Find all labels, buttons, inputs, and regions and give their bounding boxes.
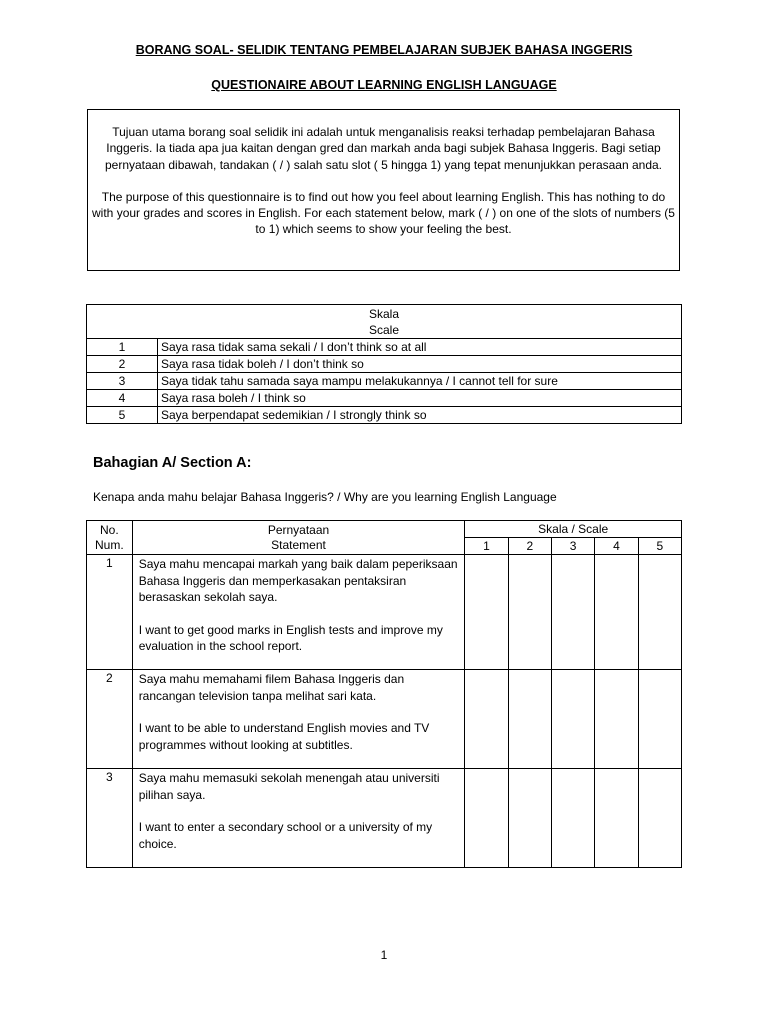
scale-header-english: Scale	[368, 322, 400, 337]
column-header-statement-en: Statement	[271, 537, 326, 552]
column-header-number	[87, 521, 133, 555]
statement-english: I want to get good marks in English tests and improve my evaluation in the school report.	[138, 622, 443, 653]
statement-text	[132, 769, 465, 868]
statement-row	[87, 769, 682, 868]
scale-header-malay: Skala	[368, 306, 400, 321]
page-number: 1	[380, 948, 388, 962]
statement-row	[87, 670, 682, 769]
scale-column-5: 5	[638, 538, 681, 555]
scale-description: Saya rasa tidak boleh / I don’t think so	[158, 356, 682, 373]
scale-description: Saya tidak tahu samada saya mampu melakukannya / I cannot tell for sure	[158, 373, 682, 390]
instructions-malay: Tujuan utama borang soal selidik ini adalah untuk menganalisis reaksi terhadap pembelajaran Bahasa Inggeris. Ia tiada apa jua kaitan dengan gred dan markah anda bagi subjek Bahasa Inggeris. Bagi setiap pernyataan dibawah, tandakan ( / ) salah satu slot ( 5 hingga 1) yang tepat menunjukkan perasaan anda.	[104, 125, 663, 172]
statement-malay: Saya mahu mencapai markah yang baik dalam peperiksaan Bahasa Inggeris dan memperkasakan pentaksiran berasaskan sekolah saya.	[138, 557, 458, 604]
rating-cell-5[interactable]	[638, 555, 681, 670]
statement-table	[86, 520, 682, 868]
statement-number: 1	[87, 555, 133, 670]
scale-description: Saya berpendapat sedemikian / I strongly think so	[158, 407, 682, 424]
rating-cell-3[interactable]	[551, 555, 594, 670]
scale-row	[87, 373, 682, 390]
rating-cell-1[interactable]	[465, 555, 508, 670]
instructions-english: The purpose of this questionnaire is to find out how you feel about learning English. This has nothing to do with your grades and scores in English. For each statement below, mark ( / ) on one of the slots of numbers (5 to 1) which seems to show your feeling the best.	[92, 189, 675, 237]
scale-header	[87, 305, 682, 339]
column-header-number-ms: No.	[100, 522, 119, 537]
statement-row	[87, 555, 682, 670]
title-english: QUESTIONAIRE ABOUT LEARNING ENGLISH LANGUAGE	[211, 78, 557, 92]
title-malay: BORANG SOAL- SELIDIK TENTANG PEMBELAJARAN SUBJEK BAHASA INGGERIS	[135, 43, 633, 57]
rating-cell-4[interactable]	[595, 555, 638, 670]
scale-legend-table	[86, 304, 682, 424]
column-header-number-en: Num.	[95, 537, 124, 552]
rating-cell-3[interactable]	[551, 769, 594, 868]
scale-number: 5	[87, 407, 158, 424]
scale-column-3: 3	[551, 538, 594, 555]
scale-row	[87, 407, 682, 424]
rating-cell-2[interactable]	[508, 555, 551, 670]
statement-number: 3	[87, 769, 133, 868]
scale-row	[87, 356, 682, 373]
scale-column-1: 1	[465, 538, 508, 555]
statement-text	[132, 555, 465, 670]
rating-cell-3[interactable]	[551, 670, 594, 769]
rating-cell-1[interactable]	[465, 769, 508, 868]
statement-text	[132, 670, 465, 769]
scale-number: 2	[87, 356, 158, 373]
column-header-statement	[132, 521, 465, 555]
scale-description: Saya rasa tidak sama sekali / I don’t think so at all	[158, 339, 682, 356]
scale-description: Saya rasa boleh / I think so	[158, 390, 682, 407]
section-heading: Bahagian A/ Section A:	[93, 455, 252, 471]
rating-cell-2[interactable]	[508, 769, 551, 868]
statement-malay: Saya mahu memasuki sekolah menengah atau universiti pilihan saya.	[138, 771, 440, 802]
column-header-scale: Skala / Scale	[465, 521, 682, 538]
column-header-statement-ms: Pernyataan	[267, 522, 330, 537]
rating-cell-2[interactable]	[508, 670, 551, 769]
scale-number: 3	[87, 373, 158, 390]
instructions-box	[87, 109, 680, 271]
rating-cell-1[interactable]	[465, 670, 508, 769]
rating-cell-4[interactable]	[595, 769, 638, 868]
statement-number: 2	[87, 670, 133, 769]
section-question: Kenapa anda mahu belajar Bahasa Inggeris? / Why are you learning English Language	[93, 490, 557, 504]
rating-cell-4[interactable]	[595, 670, 638, 769]
scale-number: 1	[87, 339, 158, 356]
rating-cell-5[interactable]	[638, 670, 681, 769]
scale-row	[87, 390, 682, 407]
statement-english: I want to enter a secondary school or a university of my choice.	[138, 820, 433, 851]
rating-cell-5[interactable]	[638, 769, 681, 868]
scale-column-2: 2	[508, 538, 551, 555]
statement-malay: Saya mahu memahami filem Bahasa Inggeris dan rancangan television tanpa melihat sari kata.	[138, 672, 405, 703]
scale-row	[87, 339, 682, 356]
scale-column-4: 4	[595, 538, 638, 555]
statement-english: I want to be able to understand English movies and TV programmes without looking at subtitles.	[138, 721, 430, 752]
scale-number: 4	[87, 390, 158, 407]
